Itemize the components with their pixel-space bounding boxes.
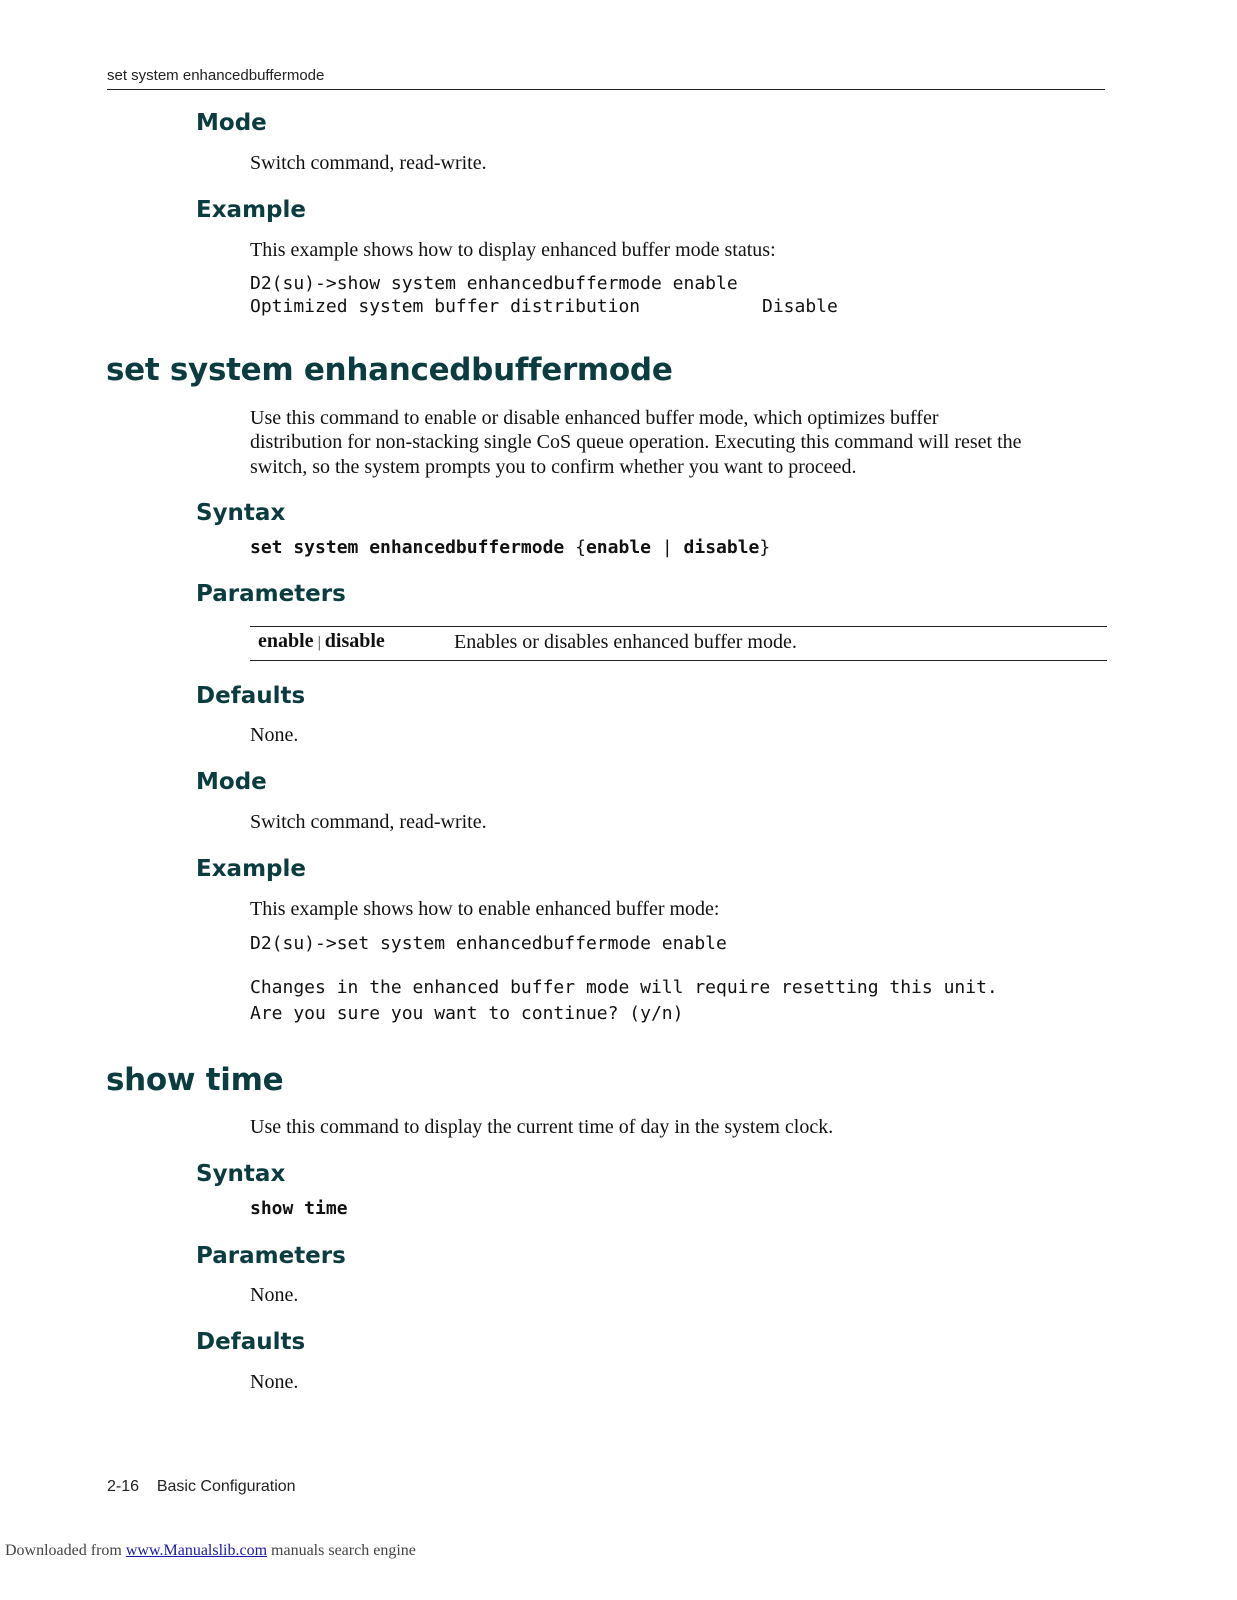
example-heading: Example [196,197,306,223]
parameter-option: enable [258,630,314,652]
download-prefix: Downloaded from [5,1542,122,1559]
download-note [5,1542,416,1560]
parameter-separator: | [317,634,321,651]
chapter-title: Basic Configuration [156,1478,296,1495]
example-text: This example shows how to display enhanced buffer mode status: [250,239,776,261]
parameter-option: disable [324,630,385,652]
description-line: Use this command to display the current time of day in the system clock. [250,1116,834,1138]
table-bottom-rule [250,660,1107,661]
example-text: This example shows how to enable enhanced buffer mode: [250,898,720,920]
parameters-text: None. [250,1284,299,1306]
parameters-heading: Parameters [196,1243,346,1269]
section-title: set system enhancedbuffermode [106,352,673,388]
mode-heading: Mode [196,769,267,795]
code-line: Are you sure you want to continue? (y/n) [250,1003,684,1024]
description-line: distribution for non-stacking single CoS queue operation. Executing this command will reset the [250,431,1022,453]
mode-text: Switch command, read-write. [250,811,487,833]
download-suffix: manuals search engine [271,1542,416,1559]
manualslib-link[interactable]: www.Manualslib.com [125,1542,268,1559]
defaults-heading: Defaults [196,683,306,709]
code-line: Changes in the enhanced buffer mode will require resetting this unit. [250,977,998,998]
defaults-heading: Defaults [196,1329,306,1355]
syntax-command: set system enhancedbuffermode [250,537,565,558]
defaults-text: None. [250,724,299,746]
code-line: D2(su)->show system enhancedbuffermode enable [250,273,738,294]
syntax-heading: Syntax [196,500,286,526]
page-number: 2-16 [107,1478,140,1495]
mode-heading: Mode [196,110,267,136]
parameter-description: Enables or disables enhanced buffer mode. [454,631,797,653]
description-line: Use this command to enable or disable enhanced buffer mode, which optimizes buffer [250,407,939,429]
code-line: Optimized system buffer distribution [250,296,641,317]
table-top-rule [250,626,1107,627]
code-line-value: Disable [762,296,838,317]
header-rule [107,89,1105,90]
parameter-name [258,630,385,653]
example-heading: Example [196,856,306,882]
code-line: D2(su)->set system enhancedbuffermode enable [250,933,727,954]
parameters-heading: Parameters [196,581,346,607]
syntax-line: show time [250,1198,348,1219]
defaults-text: None. [250,1371,299,1393]
description-line: switch, so the system prompts you to confirm whether you want to proceed. [250,456,857,478]
syntax-brace: } [759,537,771,558]
syntax-option: disable [683,537,760,558]
syntax-brace: { [575,537,586,558]
syntax-heading: Syntax [196,1161,286,1187]
syntax-separator: | [661,537,673,558]
section-title: show time [106,1062,284,1098]
page-footer [107,1478,296,1496]
syntax-option: enable [585,537,651,558]
syntax-line [250,537,770,558]
mode-text: Switch command, read-write. [250,152,487,174]
running-header: set system enhancedbuffermode [107,67,325,84]
